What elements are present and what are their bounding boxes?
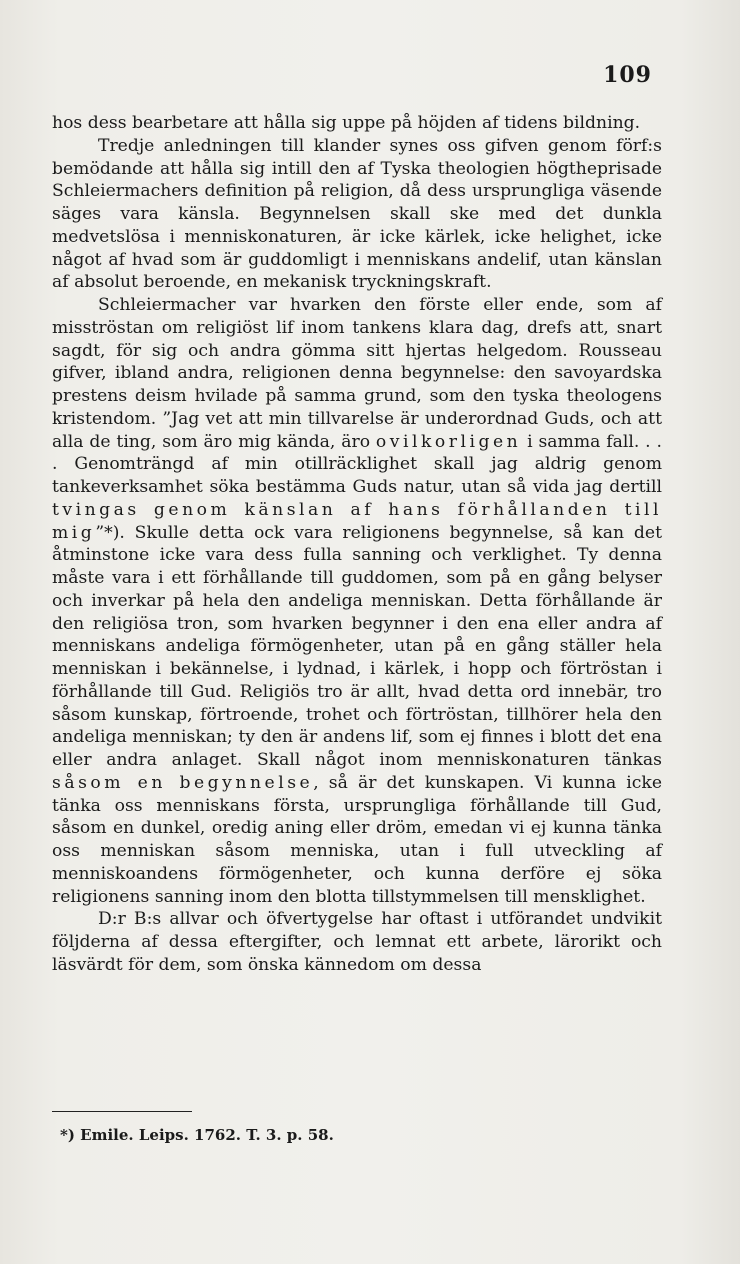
paragraph-3-text-3: ”*). Skulle detta ock vara religionens begynnelse, så kan det åtminstone icke vara dess fulla sanning och verklighet. Ty denna måste vara i ett förhållande till guddomen, som på en gång belyser och inverkar på hela den andeliga menniskan. Detta förhållande är den religiösa tron, som hvarken begynner i den ena eller andra af menniskans andeliga förmögenheter, utan på en gång ställer hela menniskan i bekännelse, i lydnad, i kärlek, i hopp och förtröstan i förhållande till Gud. Religiös tro är allt, hvad detta ord innebär, tro såsom kunskap, förtroende, trohet och förtröstan, tillhörer hela den andeliga menniskan; ty den är andens lif, som ej finnes i blott det ena eller andra anlaget. Skall något inom menniskonaturen tänkas [52, 522, 662, 770]
body-text [52, 112, 662, 977]
footnote-divider [52, 1111, 192, 1112]
paragraph-4: D:r B:s allvar och öfvertygelse har oftast i utförandet undvikit följderna af dessa eftergifter, och lemnat ett arbete, lärorikt och läsvärdt för dem, som önska kännedom om dessa [52, 909, 662, 975]
paragraph-3-text-4: , så är det kunskapen. Vi kunna icke tänka oss menniskans första, ursprungliga förhållande till Gud, såsom en dunkel, oredig aning eller dröm, emedan vi ej kunna tänka oss menniskan såsom menniska, utan i full utveckling af menniskoandens förmögenheter, och kunna derföre ej söka religionens sanning inom den blotta tillstymmelsen till mensklighet. [52, 772, 663, 907]
paragraph-2: Tredje anledningen till klander synes oss gifven genom förf:s bemödande att hålla sig intill den af Tyska theologien högtheprisade Schleiermachers definition på religion, då dess ursprungliga väsende säges vara känsla. Begynnelsen skall ske med det dunkla medvetslösa i menniskonaturen, är icke kärlek, icke helighet, icke något af hvad som är guddomligt i menniskans andelif, utan känslan af absolut beroende, en mekanisk tryckningskraft. [52, 135, 662, 293]
spaced-emphasis-3: såsom en begynnelse [52, 772, 314, 793]
spaced-emphasis-1: ovilkorligen [375, 431, 522, 452]
paragraph-3-text-1: Schleiermacher var hvarken den förste eller ende, som af misströstan om religiöst lif inom tankens klara dag, drefs att, snart sagdt, för sig och andra gömma sitt hjertas helgedom. Rousseau gifver, ibland andra, religionen denna begynnelse: den savoyardska prestens deism hvilade på samma grund, som den tyska theologens kristendom. ”Jag vet att min tillvarelse är underordnad Guds, och att alla de ting, som äro mig kända, äro [52, 295, 662, 452]
paragraph-1: hos dess bearbetare att hålla sig uppe på höjden af tidens bildning. [52, 113, 641, 133]
paragraph-3 [52, 294, 662, 908]
page-number: 109 [603, 62, 652, 88]
paragraph-3-text-2: i samma fall. . . . Genomträngd af min otillräcklighet skall jag aldrig genom tankeverksamhet söka bestämma Guds natur, utan så vida jag dertill [52, 431, 662, 497]
spaced-emphasis-2: tvingas genom känslan af hans förhållanden till mig [52, 499, 662, 543]
footnote: *) Emile. Leips. 1762. T. 3. p. 58. [60, 1126, 334, 1144]
